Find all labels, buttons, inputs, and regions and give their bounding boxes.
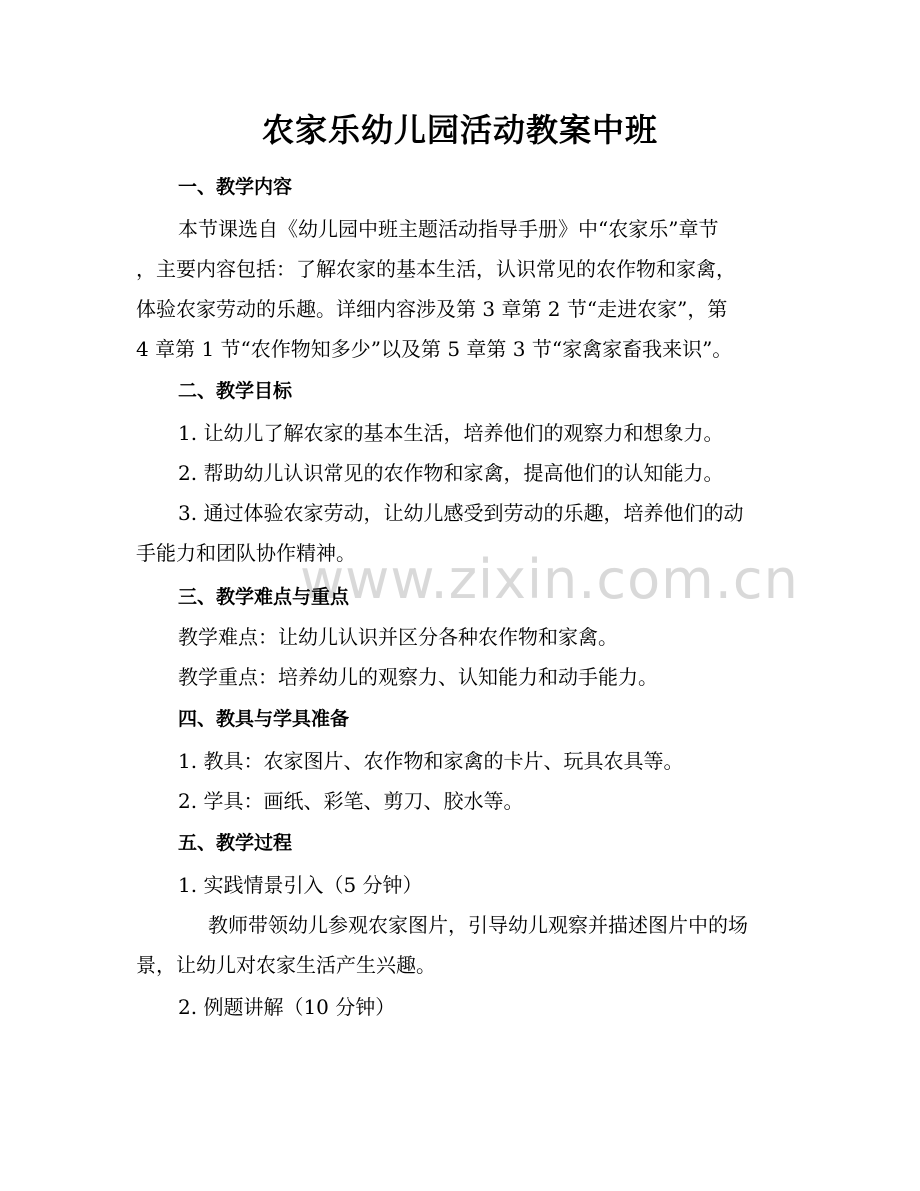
list-item: 2. 学具：画纸、彩笔、剪刀、胶水等。 (178, 789, 524, 813)
document-title: 农家乐幼儿园活动教案中班 (261, 111, 658, 149)
list-item: 3. 通过体验农家劳动，让幼儿感受到劳动的乐趣，培养他们的动 (178, 501, 744, 525)
paragraph-line: 体验农家劳动的乐趣。详细内容涉及第 3 章第 2 节“走进农家”，第 (136, 297, 728, 321)
paragraph-line: 景，让幼儿对农家生活产生兴趣。 (136, 953, 436, 977)
section-heading-materials: 四、教具与学具准备 (178, 708, 350, 730)
paragraph-line: 手能力和团队协作精神。 (136, 541, 356, 565)
section-heading-process: 五、教学过程 (178, 832, 293, 854)
watermark-text: www.zixin.com.cn (300, 548, 799, 611)
list-item: 2. 例题讲解（10 分钟） (178, 995, 396, 1019)
paragraph-line: 4 章第 1 节“农作物知多少”以及第 5 章第 3 节“家禽家畜我来识”。 (136, 337, 733, 361)
paragraph-line: 教学难点：让幼儿认识并区分各种农作物和家禽。 (178, 625, 618, 649)
paragraph-line: 教师带领幼儿参观农家图片，引导幼儿观察并描述图片中的场 (208, 913, 748, 937)
list-item: 2. 帮助幼儿认识常见的农作物和家禽，提高他们的认知能力。 (178, 461, 724, 485)
list-item: 1. 让幼儿了解农家的基本生活，培养他们的观察力和想象力。 (178, 421, 724, 445)
section-heading-content: 一、教学内容 (178, 176, 293, 198)
list-item: 1. 实践情景引入（5 分钟） (178, 873, 423, 897)
section-heading-objectives: 二、教学目标 (178, 380, 293, 402)
paragraph-line: 本节课选自《幼儿园中班主题活动指导手册》中“农家乐”章节 (178, 217, 719, 241)
list-item: 1. 教具：农家图片、农作物和家禽的卡片、玩具农具等。 (178, 749, 684, 773)
paragraph-line: ，主要内容包括：了解农家的基本生活，认识常见的农作物和家禽， (136, 257, 736, 281)
paragraph-line: 教学重点：培养幼儿的观察力、认知能力和动手能力。 (178, 665, 658, 689)
section-heading-difficulties: 三、教学难点与重点 (178, 586, 350, 608)
